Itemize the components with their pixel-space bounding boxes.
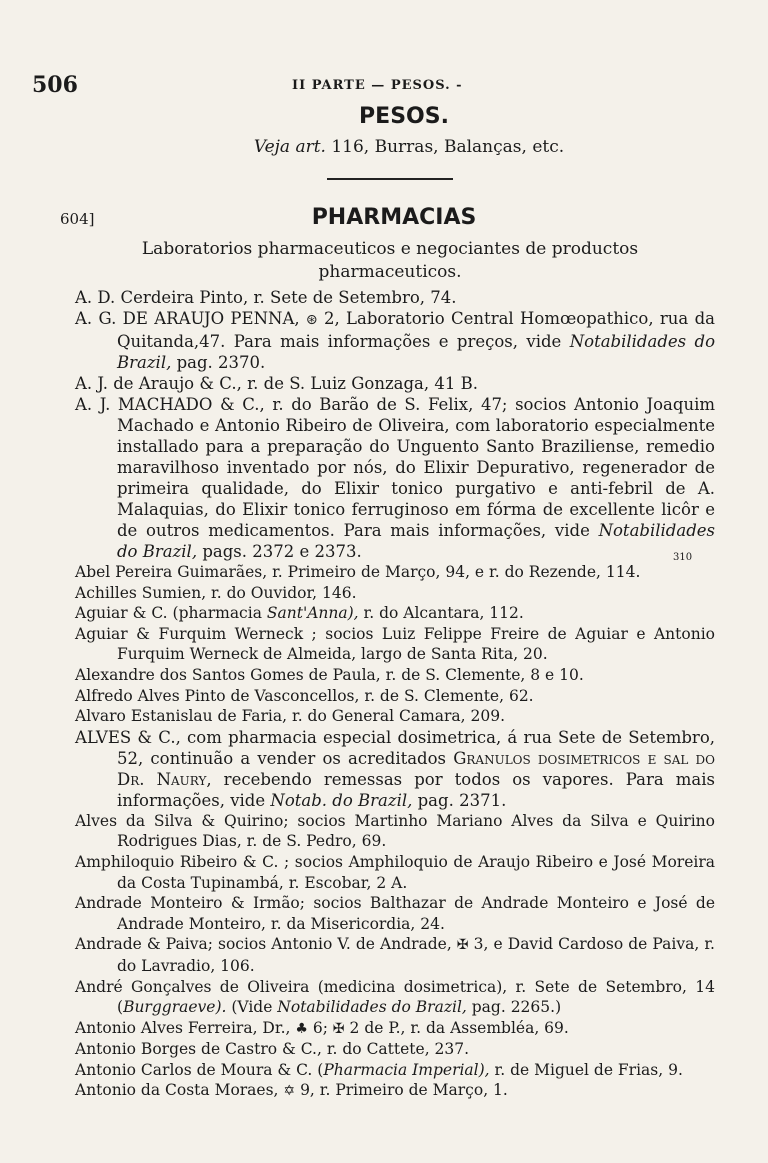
list-item [75,624,715,665]
entry-text: Antonio Alves Ferreira, Dr., [75,1018,296,1037]
entry-text: Abel Pereira Guimarães, r. Primeiro de Março, 94, e r. do Rezende, 114. [75,563,641,581]
entry-text: Alexandre dos Santos Gomes de Paula, r. de S. Clemente, 8 e 10. [75,665,584,684]
see-text: 116, Burras, Balanças, etc. [331,137,565,157]
entry-text: 9, r. Primeiro de Março, 1. [295,1081,508,1100]
entry-text: Notab. do Brazil, [270,790,413,810]
entry-text: Alves da Silva & Quirino; socios Martinho Mariano Alves da Silva e Quirino Rodrigues Dias, r. de S. Pedro, 69. [75,811,715,851]
list-item [75,562,715,583]
section-divider [327,178,453,180]
entry-text: Pharmacia Imperial), [323,1060,490,1079]
see-label: Veja art. [253,137,326,157]
entry-list [75,287,715,1102]
see-also-line [0,137,768,157]
decoration-symbol-icon: ♣ [295,1020,308,1037]
entry-text: A. J. de Araujo & C., r. de S. Luiz Gonzaga, 41 B. [75,374,478,393]
entry-text: Antonio Carlos de Moura & C. ( [75,1060,324,1079]
list-item [75,893,715,934]
section-number: 604] [60,210,95,228]
entry-text: Granulos dosimetricos e sal do Dr. Naury, [117,748,715,789]
section-title-pesos: PESOS. [359,104,449,129]
list-item [75,1060,715,1081]
list-item [75,287,715,308]
decoration-symbol-icon: ⊛ [305,312,318,328]
decoration-symbol-icon: ✡ [283,1083,296,1100]
entry-text: Notabilidades do Brazil, [117,332,715,372]
entry-text: 2 de P., r. da Assembléa, 69. [344,1018,569,1037]
entry-text: r. do Alcantara, 112. [358,604,524,623]
entry-text: 3, e David Cardoso de Paiva, r. do Lavradio, 106. [117,935,715,975]
list-item [75,1039,715,1060]
decoration-symbol-icon: ✠ [456,937,469,954]
entry-text: A. J. MACHADO & C., r. do Barão de S. Felix, 47; socios Antonio Joaquim Machado e Antonio Ribeiro de Oliveira, com laboratorio especialmente installado para a preparação do Unguento Santo Braziliense, remedio maravilhoso inventado por nós, do Elixir Depurativo, regenerador de primeira qualidade, do Elixir tonico purgativo e anti-febril de A. Malaquias, do Elixir tonico ferruginoso em fórma de excellente licôr e de outros medicamentos. Para mais informações, vide [75,395,715,540]
list-item [75,308,715,373]
entry-text: recebendo remessas por todos os vapores. Para mais informações, vide [117,769,715,810]
list-item [75,686,715,707]
entry-text: Antonio Borges de Castro & C., r. do Cattete, 237. [75,1040,470,1059]
entry-text: 2, Laboratorio Central Homœopathico, rua da Quitanda,47. Para mais informações e preços, vide [117,309,715,351]
list-item [75,665,715,686]
entry-text: Burggraeve). [123,998,227,1017]
page-number: 506 [32,72,78,98]
entry-text: Achilles Sumien, r. do Ouvidor, 146. [75,583,357,602]
entry-text: Alvaro Estanislau de Faria, r. do General Camara, 209. [75,707,506,726]
list-item [75,583,715,604]
entry-text: r. de Miguel de Frias, 9. [489,1060,683,1079]
entry-text: Aguiar & C. (pharmacia [75,604,267,623]
list-item [75,1018,715,1040]
entry-text: Notabilidades do Brazil, [277,998,467,1017]
list-item [75,977,715,1018]
entry-text: Aguiar & Furquim Werneck ; socios Luiz Felippe Freire de Aguiar e Antonio Furquim Werneck de Almeida, largo de Santa Rita, 20. [75,624,715,664]
entry-text: Alfredo Alves Pinto de Vasconcellos, r. de S. Clemente, 62. [75,686,534,705]
entry-text: Sant'Anna), [266,604,359,623]
list-item [75,1080,715,1102]
entry-text: Amphiloquio Ribeiro & C. ; socios Amphiloquio de Araujo Ribeiro e José Moreira da Costa Tupinambá, r. Escobar, 2 A. [75,852,715,892]
running-title: II PARTE — PESOS. - [292,78,463,93]
entry-text: A. G. DE ARAUJO PENNA, [75,309,306,328]
list-item [75,373,715,394]
entry-text: pag. 2370. [171,353,266,372]
entry-text: pag. 2371. [412,790,507,810]
entry-text: Andrade Monteiro & Irmão; socios Balthazar de Andrade Monteiro e José de Andrade Monteiro, r. da Misericordia, 24. [75,894,715,933]
entry-text: Notabilidades do Brazil, [117,521,715,561]
entry-text: A. D. Cerdeira Pinto, r. Sete de Setembro, 74. [75,288,457,307]
list-item [75,706,715,727]
list-item: A. J. MACHADO & C., r. do Barão de S. Felix, 47; socios Antonio Joaquim Machado e Antonio Ribeiro de Oliveira, com laboratorio especialmente installado para a preparação do Unguento Santo Braziliense, remedio maravilhoso inventado por nós, do Elixir Depurativo, regenerador de primeira qualidade, do Elixir tonico purgativo e anti-febril de A. Malaquias, do Elixir tonico ferruginoso em fórma de excellente licôr e de outros medicamentos. Para mais informações, vide Notabilidades do Brazil, pags. 2372 e 2373. 310 [75,395,715,563]
section-title-pharmacias: PHARMACIAS [311,205,477,230]
list-item [75,603,715,624]
list-item [75,727,715,811]
entry-text: (Vide [226,998,278,1017]
list-item [75,934,715,976]
entry-text: ALVES & C., com pharmacia especial dosimetrica, á rua Sete de Setembro, 52, continuão a vender os acreditados [75,727,715,768]
entry-text: Andrade & Paiva; socios Antonio V. de Andrade, [75,935,457,954]
section-subtitle: Laboratorios pharmaceuticos e negociantes de productos pharmaceuticos. [141,239,639,282]
decoration-symbol-icon: ✠ [332,1020,345,1037]
entry-text: Antonio da Costa Moraes, [75,1081,284,1100]
list-item [75,852,715,893]
entry-text: pags. 2372 e 2373. [197,542,362,561]
entry-text: 6; [307,1018,333,1037]
entry-text: pag. 2265.) [466,998,562,1017]
list-item [75,811,715,852]
entry-text: André Gonçalves de Oliveira (medicina dosimetrica), r. Sete de Setembro, 14 ( [75,977,715,1017]
running-header [32,72,708,102]
